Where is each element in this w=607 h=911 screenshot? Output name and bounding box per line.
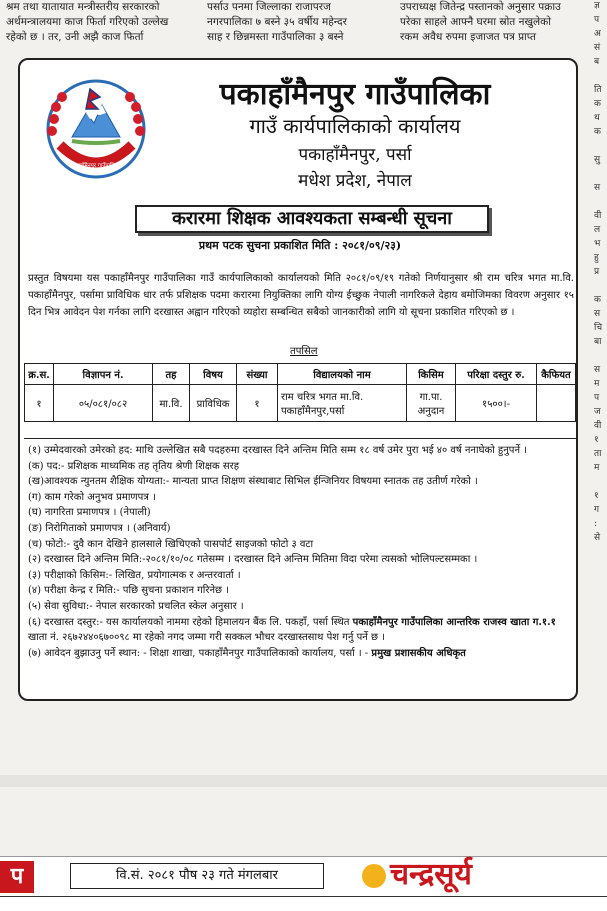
fragment-glyph — [594, 476, 607, 490]
newspaper-name: चन्द्रसूर्य — [390, 857, 472, 892]
column-text-3 — [400, 0, 585, 48]
table-header-row — [25, 364, 576, 385]
sun-icon — [362, 864, 386, 888]
municipality-emblem — [42, 75, 150, 185]
term-item: (४) परीक्षा केन्द्र र मिति:- पछि सुचना प्रकाशन गरिनेछ । — [28, 585, 230, 597]
table-row — [25, 385, 576, 422]
issue-date: वि.सं. २०८१ पौष २३ गते मंगलबार — [70, 863, 324, 889]
fragment-glyph: म — [594, 463, 600, 473]
fee-account-name: पकाहाँमैनपुर गाउँपालिका आन्तरिक राजस्व खाता ग.१.१ — [352, 616, 556, 628]
text-line: पर्साउ पनमा जिल्लाका राजापरज — [207, 1, 331, 13]
fragment-glyph — [594, 280, 607, 294]
fragment-glyph: बा — [594, 337, 602, 347]
signature-title: प्रमुख प्रशासकीय अधिकृत — [371, 647, 466, 659]
term-item: (क) पद:- प्रशिक्षक माध्यमिक तह तृतिय श्रेणी शिक्षक सरह — [28, 460, 240, 472]
notice-box — [18, 58, 578, 701]
text-line: श्रम तथा यातायात मन्त्रीस्तरीय सरकारको — [6, 1, 160, 13]
table-cell: प्राविधिक — [190, 385, 237, 422]
left-paper-logo: प — [0, 861, 34, 893]
fragment-glyph: स — [594, 309, 601, 319]
location-text: (७) आवेदन बुझाउनु पर्ने स्थान: - शिक्षा शाखा, पकाहाँमैनपुर गाउँपालिकाको कार्यालय, पर्सा । - — [28, 647, 372, 659]
term-item: (ख)आवश्यक न्युनतम शैक्षिक योग्यता:- मान्यता प्राप्त शिक्षण संस्थाबाट सिभिल ईन्जिनियर विषयमा स्नातक तह उतीर्ण गरेको । — [28, 476, 478, 488]
fragment-glyph — [594, 350, 607, 364]
fragment-glyph: क — [594, 99, 601, 109]
address-line-1: पकाहाँमैनपुर, पर्सा — [298, 145, 412, 165]
fragment-glyph: क — [594, 127, 601, 137]
right-column-fragment — [594, 0, 607, 700]
fragment-glyph: चि — [594, 323, 603, 333]
fragment-glyph: १ — [594, 435, 599, 445]
fragment-glyph: ब — [594, 57, 600, 67]
fragment-glyph: ल — [594, 225, 601, 235]
table-cell: १ — [25, 385, 54, 422]
term-item-location — [28, 646, 572, 662]
text-line: परेका साहले आफ्नै घरमा स्रोत नखुलेको — [400, 16, 551, 28]
fragment-glyph: वी — [594, 211, 602, 221]
term-item: (२) दरखास्त दिने अन्तिम मिति:-२०८१/१०/०८ गतेसम्म । दरखास्त दिने अन्तिम मितिमा विदा परेमा त्यसको भोलिपल्टसम्मका । — [28, 554, 478, 566]
table-cell: १५००।- — [456, 385, 537, 422]
office-title: गाउँ कार्यपालिकाको कार्यालय — [249, 114, 461, 138]
text-line: अर्थमन्त्रालयमा काज फिर्ता गरिएको उल्लेख — [6, 16, 169, 28]
fragment-glyph: ति — [594, 85, 602, 95]
fragment-glyph: हु — [594, 253, 599, 263]
table-cell — [537, 385, 576, 422]
header-cell: तह — [153, 364, 190, 385]
emblem-label: पकाहाँमैनपुर गाउँपालिका — [71, 163, 121, 169]
bottom-rule — [0, 896, 607, 911]
table-cell: मा.वि. — [153, 385, 190, 422]
fragment-glyph: थ — [594, 113, 600, 123]
fragment-glyph: स — [594, 365, 601, 375]
fee-text: (६) दरखास्त दस्तुर:- यस कार्यालयको नाममा रहेको हिमालयन बैंक लि. पकहाँ, पर्सा स्थित — [28, 616, 353, 628]
fragment-glyph: से — [594, 533, 601, 543]
fragment-glyph — [594, 168, 607, 182]
newspaper-logo — [362, 853, 607, 897]
text-line: नगरपालिका ७ बस्ने ३५ वर्षीय महेन्दर — [207, 16, 347, 28]
fee-text-end: खाता नं. २६७२४४०६७००९८ मा रहेको नगद जम्मा गरी सक्कल भौचर दरखास्तसाथ पेश गर्नु पर्ने छ । — [28, 632, 386, 644]
column-text-1 — [6, 0, 198, 48]
fragment-glyph: प — [594, 15, 600, 25]
header-cell: विद्यालयको नाम — [278, 364, 407, 385]
text-line: साह र छिन्नमस्ता गाउँपालिका ३ बस्ने — [207, 31, 344, 43]
table-cell: ०५/०८१/०८२ — [54, 385, 153, 422]
text-line: रकम अवैध रुपमा इजाजत पत्र प्राप्त — [400, 31, 536, 43]
fragment-glyph: क — [594, 295, 601, 305]
page-gap — [0, 775, 607, 787]
fragment-glyph: : — [594, 519, 598, 529]
fragment-glyph: वी — [594, 421, 602, 431]
table-cell: गा.पा. अनुदान — [407, 385, 456, 422]
term-item: (ग) काम गरेको अनुभव प्रमाणपत्र । — [28, 491, 156, 503]
schedule-heading: तपसिल — [290, 346, 318, 357]
fragment-glyph: अ — [594, 29, 601, 39]
fragment-glyph: प्र — [594, 267, 600, 277]
fragment-glyph: भ — [594, 239, 601, 249]
vacancy-table — [24, 363, 576, 422]
header-cell: विषय — [190, 364, 237, 385]
fragment-glyph — [594, 70, 607, 84]
fragment-glyph — [594, 140, 607, 154]
intro-paragraph: प्रस्तुत विषयमा यस पकाहाँमैनपुर गाउँपालिका गाउँ कार्यपालिकाको कार्यालयको मिति २०८१/०९/१९ गतेको निर्णयानुसार श्री राम चरित्र भगत मा.वि. पकाहाँमैनपुर, पर्सामा प्राविधिक धार तर्फ प्रशिक्षक पदमा करारमा नियुक्तिका लागि योग्य ईच्छुक नेपाली नागरिकले देहाय बमोजिमका विवरण अनुसार १५ दिन भित्र आवेदन पेश गर्नका लागि दरखास्त अह्वान गरिएको व्यहोरा सम्बन्धित सबैको जानकारीको लागि यो सूचना प्रकाशित गरिएको छ । — [28, 273, 574, 318]
header-cell: क्र.स. — [25, 364, 54, 385]
newspaper-footer — [0, 856, 607, 897]
publication-date: प्रथम पटक सुचना प्रकाशित मिति : २०८१/०९/२३) — [198, 239, 402, 252]
fragment-glyph — [594, 196, 607, 210]
term-item: (च) फोटो:- दुवै कान देखिने हालसाले खिचिएको पासपोर्ट साइजको फोटो ३ वटा — [28, 538, 314, 550]
fragment-glyph: ग — [594, 505, 600, 515]
notice-subject: करारमा शिक्षक आवश्यकता सम्बन्धी सूचना — [135, 205, 489, 233]
fragment-glyph: स — [594, 183, 601, 193]
header-cell: संख्या — [237, 364, 278, 385]
text-line: उपराध्यक्ष जितेन्द्र पस्तानको अनुसार पक्राउ — [400, 1, 561, 13]
text-line: रहेको छ । तर, उनी अझै काज फिर्ता — [6, 31, 144, 43]
header-cell: किसिम — [407, 364, 456, 385]
fragment-glyph: प — [594, 393, 600, 403]
term-item: (ङ) निरोगिताको प्रमाणपत्र । (अनिवार्य) — [28, 522, 171, 534]
fragment-glyph: १ — [594, 491, 599, 501]
term-item: (३) परीक्षाको किसिम:- लिखित, प्रयोगात्मक र अन्तरवार्ता । — [28, 569, 241, 581]
terms-list — [24, 438, 576, 661]
header-cell: परिक्षा दस्तुर रु. — [456, 364, 537, 385]
column-text-2 — [207, 0, 392, 48]
term-item-fee — [28, 615, 572, 646]
table-cell: राम चरित्र भगत मा.वि. पकाहाँमैनपुर,पर्सा — [278, 385, 407, 422]
header-cell: कैफियत — [537, 364, 576, 385]
fragment-glyph: सु — [594, 155, 601, 165]
term-item: (५) सेवा सुविधा:- नेपाल सरकारको प्रचलित स्केल अनुसार । — [28, 600, 244, 612]
term-item: (घ) नागरिता प्रमाणपत्र । (नेपाली) — [28, 507, 151, 519]
term-item: (१) उम्मेदवारको उमेरको हद: माथि उल्लेखित सबै पदहरुमा दरखास्त दिने अन्तिम मिति सम्म १८ वर्ष उमेर पुरा भई ४० वर्ष ननाघेको हुनुपर्ने । — [28, 445, 527, 456]
header-cell: विज्ञापन नं. — [54, 364, 153, 385]
fragment-glyph: ता — [594, 449, 602, 459]
fragment-glyph: ज — [594, 407, 601, 417]
table-cell: १ — [237, 385, 278, 422]
fragment-glyph: ज्ञ — [594, 1, 600, 11]
fragment-glyph: सं — [594, 43, 601, 53]
address-line-2: मधेश प्रदेश, नेपाल — [298, 171, 412, 191]
municipality-title: पकाहाँमैनपुर गाउँपालिका — [219, 77, 491, 112]
fragment-glyph: म — [594, 379, 600, 389]
